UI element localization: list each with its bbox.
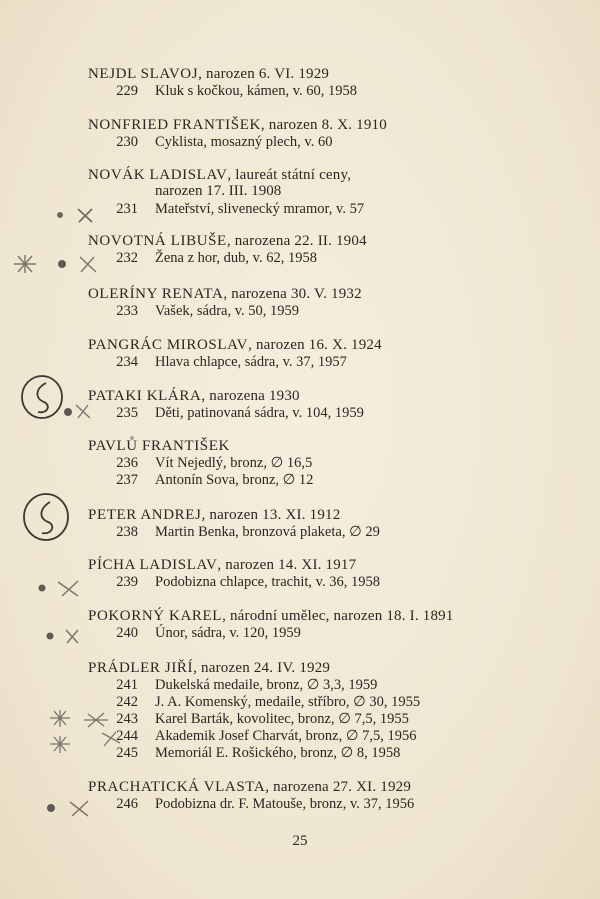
work-number: 245 (116, 745, 138, 761)
work-number: 242 (116, 694, 138, 710)
work-number: 238 (116, 524, 138, 540)
work-line (0, 573, 600, 591)
artist-details: , národní umělec, narozen 18. I. 1891 (222, 608, 454, 624)
artist-heading (88, 506, 340, 524)
work-number: 229 (116, 83, 138, 99)
artist-name: OLERÍNY RENATA (88, 286, 224, 302)
work-number: 233 (116, 303, 138, 319)
pencil-dot-cross-mark (34, 576, 86, 600)
work-line (0, 302, 600, 320)
artist-heading (88, 607, 454, 625)
work-number: 239 (116, 574, 138, 590)
work-title: Podobizna dr. F. Matouše, bronz, v. 37, 1956 (155, 796, 415, 812)
work-number: 232 (116, 250, 138, 266)
work-number: 240 (116, 625, 138, 641)
artist-name: PRÁDLER JIŘÍ (88, 660, 194, 676)
artist-details: , narozena 30. V. 1932 (223, 286, 362, 302)
artist-heading (88, 778, 411, 796)
artist-heading (88, 65, 329, 83)
artist-heading (88, 336, 382, 354)
work-title: Karel Barták, kovolitec, bronz, ∅ 7,5, 1955 (155, 711, 409, 727)
pencil-asterisk-mark (10, 252, 100, 276)
artist-details: , narozena 1930 (201, 388, 300, 404)
artist-heading (88, 437, 230, 455)
artist-details: , narozen 6. VI. 1929 (198, 66, 330, 82)
work-line (0, 523, 600, 541)
pencil-circled-signature-mark (18, 372, 94, 424)
artist-name: PAVLŮ FRANTIŠEK (88, 438, 230, 454)
artist-name: PANGRÁC MIROSLAV (88, 337, 249, 353)
work-title: Mateřství, slivenecký mramor, v. 57 (155, 201, 365, 217)
artist-name: NOVOTNÁ LIBUŠE (88, 233, 227, 249)
work-title: J. A. Komenský, medaile, stříbro, ∅ 30, 1955 (155, 694, 421, 710)
artist-name: NOVÁK LADISLAV (88, 167, 228, 183)
work-number: 234 (116, 354, 138, 370)
work-line (0, 624, 600, 642)
pencil-dot-cross-mark (42, 796, 94, 820)
work-number: 236 (116, 455, 138, 471)
work-line (0, 353, 600, 371)
artist-heading (88, 232, 367, 250)
artist-details: , narozena 22. II. 1904 (226, 233, 367, 249)
artist-details: , narozen 24. IV. 1929 (193, 660, 331, 676)
work-number: 246 (116, 796, 138, 812)
artist-details: , narozen 16. X. 1924 (248, 337, 382, 353)
work-title: Memoriál E. Rošického, bronz, ∅ 8, 1958 (155, 745, 401, 761)
work-title: Antonín Sova, bronz, ∅ 12 (155, 472, 314, 488)
artist-name: NEJDL SLAVOJ (88, 66, 199, 82)
work-line (0, 454, 600, 472)
artist-details-continued: narozen 17. III. 1908 (155, 183, 282, 199)
work-line (0, 471, 600, 489)
pencil-asterisk-cross-mark (44, 708, 120, 756)
work-number: 235 (116, 405, 138, 421)
artist-name: PETER ANDREJ (88, 507, 202, 523)
pencil-circled-signature-mark (20, 490, 74, 546)
pencil-dot-cross-mark (52, 204, 102, 226)
artist-details: , laureát státní ceny, (227, 167, 352, 183)
work-title: Akademik Josef Charvát, bronz, ∅ 7,5, 1956 (155, 728, 417, 744)
work-line (0, 133, 600, 151)
artist-name: PÍCHA LADISLAV (88, 557, 218, 573)
work-title: Vašek, sádra, v. 50, 1959 (155, 303, 300, 319)
work-number: 243 (116, 711, 138, 727)
artist-heading (88, 116, 387, 134)
work-number: 230 (116, 134, 138, 150)
work-number: 244 (116, 728, 138, 744)
artist-details: , narozen 14. XI. 1917 (217, 557, 357, 573)
artist-details: , narozena 27. XI. 1929 (265, 779, 412, 795)
work-title: Vít Nejedlý, bronz, ∅ 16,5 (155, 455, 313, 471)
artist-heading (88, 285, 362, 303)
artist-name: POKORNÝ KAREL (88, 608, 223, 624)
work-title: Žena z hor, dub, v. 62, 1958 (155, 250, 317, 266)
work-number: 231 (116, 201, 138, 217)
artist-details: , narozen 13. XI. 1912 (201, 507, 341, 523)
artist-heading (88, 659, 330, 677)
artist-name: PRACHATICKÁ VLASTA (88, 779, 266, 795)
work-number: 241 (116, 677, 138, 693)
artist-name: PATAKI KLÁRA (88, 388, 202, 404)
work-title: Podobizna chlapce, trachit, v. 36, 1958 (155, 574, 380, 590)
work-title: Děti, patinovaná sádra, v. 104, 1959 (155, 405, 364, 421)
pencil-dot-cross-mark (42, 625, 84, 647)
work-title: Kluk s kočkou, kámen, v. 60, 1958 (155, 83, 358, 99)
artist-heading (88, 556, 356, 574)
work-line (0, 82, 600, 100)
artist-heading (88, 387, 300, 405)
artist-name: NONFRIED FRANTIŠEK (88, 117, 261, 133)
work-number: 237 (116, 472, 138, 488)
work-title: Únor, sádra, v. 120, 1959 (155, 625, 301, 641)
work-title: Cyklista, mosazný plech, v. 60 (155, 134, 333, 150)
work-title: Martin Benka, bronzová plaketa, ∅ 29 (155, 524, 380, 540)
work-title: Hlava chlapce, sádra, v. 37, 1957 (155, 354, 347, 370)
work-line (0, 676, 600, 694)
artist-details: , narozen 8. X. 1910 (260, 117, 387, 133)
work-title: Dukelská medaile, bronz, ∅ 3,3, 1959 (155, 677, 378, 693)
page-number: 25 (292, 833, 308, 849)
